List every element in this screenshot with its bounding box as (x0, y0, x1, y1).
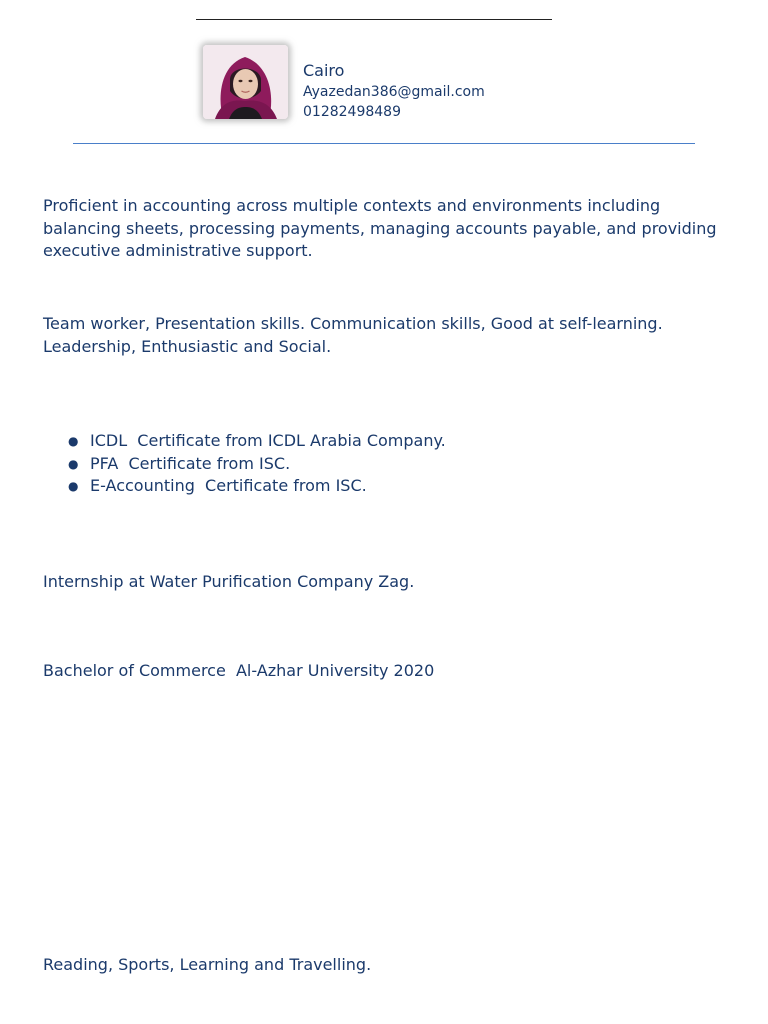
education-text: Bachelor of Commerce Al-Azhar University 2020 (43, 661, 435, 680)
contact-phone: 01282498489 (303, 104, 401, 120)
top-divider (196, 19, 552, 20)
summary-text: Proficient in accounting across multiple contexts and environments including balancing sheets, processing payments, managing accounts payable, and providing executive administrative support. (43, 196, 717, 260)
list-item (43, 430, 446, 453)
interests-text: Reading, Sports, Learning and Travelling. (43, 955, 372, 974)
contact-block (303, 60, 485, 122)
experience-text: Internship at Water Purification Company Zag. (43, 572, 415, 591)
contact-email[interactable]: Ayazedan386@gmail.com (303, 84, 485, 100)
list-item (43, 475, 446, 498)
bullet-icon: ● (68, 479, 79, 493)
profile-photo (203, 45, 288, 119)
contact-city: Cairo (303, 61, 345, 80)
avatar-icon (203, 45, 288, 119)
header-divider (73, 143, 695, 144)
certificates-list (43, 430, 446, 498)
list-item (43, 453, 446, 476)
certificate-label: PFA Certificate from ISC. (90, 453, 291, 473)
bullet-icon: ● (68, 456, 79, 471)
bullet-icon: ● (68, 434, 79, 448)
certificate-label: ICDL Certificate from ICDL Arabia Company. (90, 431, 446, 450)
skills-text: Team worker, Presentation skills. Communication skills, Good at self-learning. Leadership, Enthusiastic and Social. (43, 314, 663, 356)
certificate-label: E-Accounting Certificate from ISC. (90, 476, 367, 495)
